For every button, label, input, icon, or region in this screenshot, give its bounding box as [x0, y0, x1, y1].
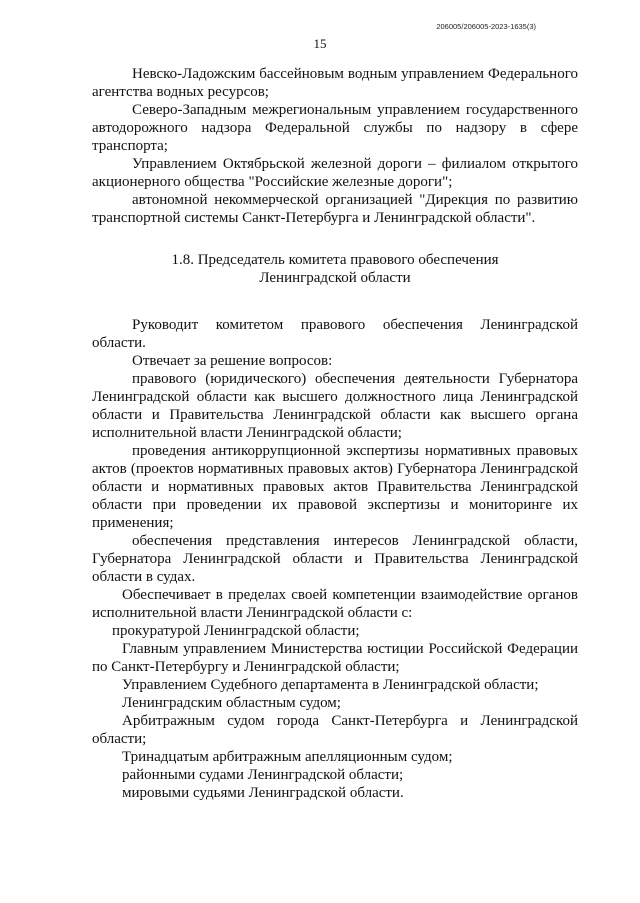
paragraph: Северо-Западным межрегиональным управлением государственного автодорожного надзора Федеральной службы по надзору в сфере транспорта; — [92, 102, 578, 154]
list-item: Тринадцатым арбитражным апелляционным судом; — [122, 749, 453, 765]
list-item: мировыми судьями Ленинградской области. — [122, 785, 404, 801]
section-heading — [92, 251, 578, 287]
list-item: Управлением Судебного департамента в Ленинградской области; — [122, 677, 539, 693]
paragraph: автономной некоммерческой организацией "Дирекция по развитию транспортной системы Санкт-Петербурга и Ленинградской области". — [92, 192, 578, 226]
document-body — [92, 65, 578, 802]
list-item: Главным управлением Министерства юстиции Российской Федерации по Санкт-Петербургу и Ленинградской области; — [92, 641, 578, 675]
section-heading-line: Ленинградской области — [259, 270, 411, 286]
paragraph: проведения антикоррупционной экспертизы нормативных правовых актов (проектов нормативных правовых актов) Губернатора Ленинградской области и нормативных правовых актов Правительства Ленинградской области при проведении их правовой экспертизы и мониторинге их применения; — [92, 443, 578, 531]
paragraph: Управлением Октябрьской железной дороги – филиалом открытого акционерного общества "Российские железные дороги"; — [92, 156, 578, 190]
page-number: 15 — [313, 36, 327, 51]
document-id: 206005/206005-2023-1635(3) — [436, 22, 536, 31]
list-item: Ленинградским областным судом; — [122, 695, 341, 711]
paragraph: обеспечения представления интересов Ленинградской области, Губернатора Ленинградской области и Правительства Ленинградской области в судах. — [92, 533, 578, 585]
list-item: Арбитражным судом города Санкт-Петербурга и Ленинградской области; — [92, 713, 578, 747]
paragraph: правового (юридического) обеспечения деятельности Губернатора Ленинградской области как высшего должностного лица Ленинградской области и Правительства Ленинградской области как высшего органа исполнительной власти Ленинградской области; — [92, 371, 578, 441]
paragraph: Невско-Ладожским бассейновым водным управлением Федерального агентства водных ресурсов; — [92, 66, 578, 100]
section-heading-line: 1.8. Председатель комитета правового обеспечения — [171, 252, 499, 268]
paragraph: Руководит комитетом правового обеспечения Ленинградской области. — [92, 317, 578, 351]
list-item: прокуратурой Ленинградской области; — [112, 623, 360, 639]
list-item: районными судами Ленинградской области; — [122, 767, 404, 783]
paragraph: Отвечает за решение вопросов: — [132, 353, 333, 369]
paragraph: Обеспечивает в пределах своей компетенции взаимодействие органов исполнительной власти Ленинградской области с: — [92, 587, 578, 621]
